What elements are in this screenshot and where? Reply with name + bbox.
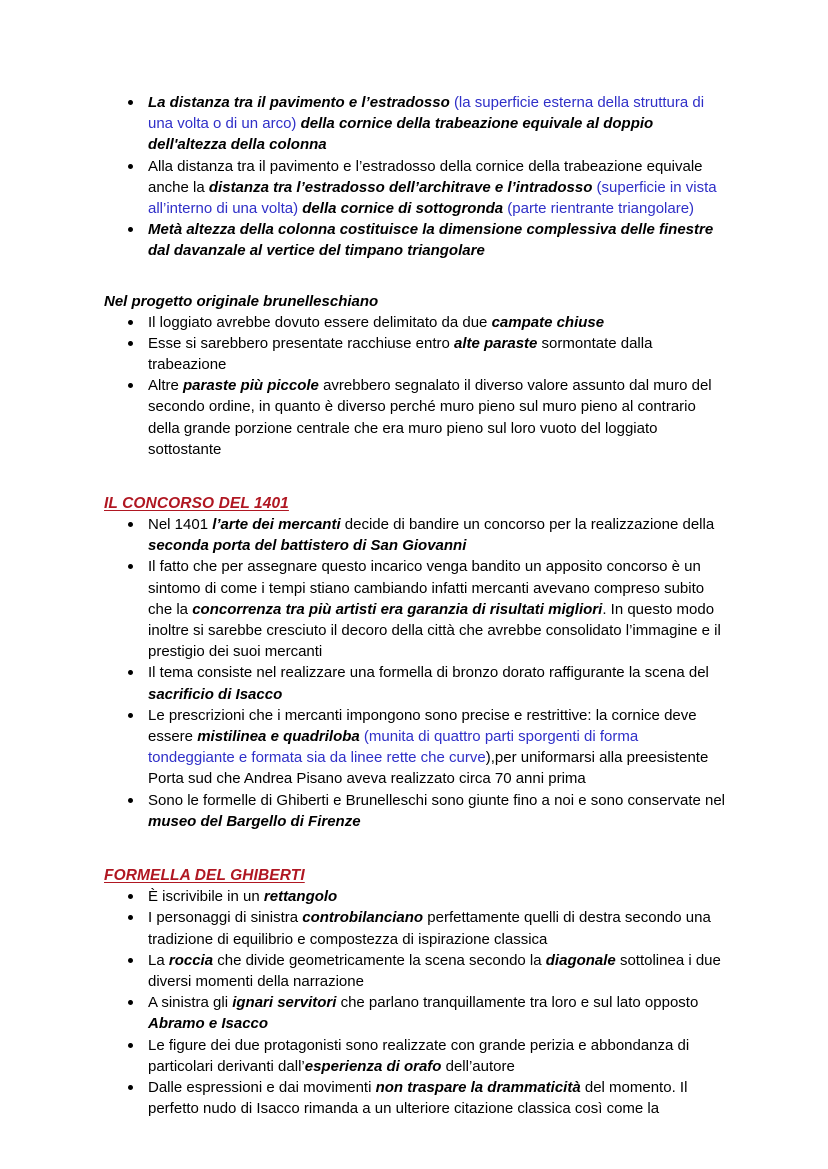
- bullet-dot-icon: [128, 958, 133, 963]
- paragraph-text: [148, 888, 337, 905]
- list-item: [104, 312, 726, 333]
- text-run-r: La: [148, 951, 169, 969]
- list-item: [104, 950, 726, 992]
- section-heading-progetto-originale: Nel progetto originale brunelleschiano: [104, 292, 379, 310]
- paragraph-text: [148, 158, 717, 217]
- text-run-bi: Metà altezza della colonna costituisce la dimensione complessiva delle finestre dal davanzale al vertice del timpano triangolare: [148, 221, 714, 260]
- bullet-dot-icon: [128, 894, 133, 899]
- text-run-r: sormontate dalla trabeazione: [148, 334, 653, 374]
- text-run-bi: ignari servitori: [232, 994, 341, 1012]
- paragraph-text: [148, 94, 704, 153]
- paragraph-text: [148, 314, 604, 331]
- list-item: [104, 790, 726, 832]
- bullet-list-concorso-1401: [104, 514, 726, 832]
- text-run-r: Il tema consiste nel realizzare una formella di bronzo dorato raffigurante la scena del: [148, 664, 709, 682]
- bullet-dot-icon: [128, 798, 133, 803]
- bullet-dot-icon: [128, 383, 133, 388]
- spacer: [104, 460, 726, 494]
- text-run-blue: (la superficie esterna della struttura di una volta o di un arco): [148, 94, 705, 133]
- text-run-r: È iscrivibile in un: [148, 888, 264, 906]
- paragraph-text: [148, 664, 709, 702]
- list-item: [104, 662, 726, 704]
- text-run-bi: museo del Bargello di Firenze: [148, 812, 361, 830]
- paragraph-text: [148, 994, 698, 1032]
- text-run-bi: concorrenza tra più artisti era garanzia di risultati migliori: [192, 600, 603, 618]
- text-run-r: Le prescrizioni che i mercanti impongono sono precise e restrittive: la cornice deve essere: [148, 706, 697, 746]
- paragraph-text: [148, 1037, 689, 1075]
- list-item: [104, 333, 726, 375]
- text-run-bi: rettangolo: [263, 888, 338, 906]
- list-item: [104, 1035, 726, 1077]
- paragraph-text: [148, 707, 708, 788]
- text-run-r: Altre: [148, 377, 184, 395]
- list-item: [104, 375, 726, 460]
- bullet-dot-icon: [128, 341, 133, 346]
- bullet-list-progetto-originale: [104, 312, 726, 460]
- text-run-bi: La distanza tra il pavimento e l’estradosso: [148, 94, 454, 111]
- bullet-dot-icon: [128, 670, 133, 675]
- text-run-r: perfettamente quelli di destra secondo una tradizione di equilibrio e compostezza di ispirazione classica: [148, 909, 711, 948]
- text-run-bi: campate chiuse: [491, 313, 605, 331]
- list-item: [104, 156, 726, 220]
- text-run-bi: controbilanciano: [302, 909, 428, 927]
- text-run-blue: (munita di quattro parti sporgenti di forma tondeggiante e formata sia da linee rette che curve: [148, 728, 639, 767]
- spacer: [104, 832, 726, 866]
- paragraph-text: [148, 1079, 687, 1117]
- list-item: [104, 907, 726, 949]
- paragraph-text: [148, 558, 721, 660]
- text-run-bi: diagonale: [545, 951, 620, 969]
- text-run-r: ),per uniformarsi alla preesistente Porta sud che Andrea Pisano aveva realizzato circa 70 anni prima: [148, 749, 709, 788]
- list-item: [104, 1077, 726, 1119]
- text-run-bi: l’arte dei mercanti: [212, 516, 345, 534]
- spacer: [104, 262, 726, 292]
- text-run-bi: distanza tra l’estradosso dell’architrave e l’intradosso: [208, 178, 597, 196]
- section-heading-formella-ghiberti: FORMELLA DEL GHIBERTI: [104, 867, 305, 885]
- text-run-r: . In questo modo inoltre si sarebbe cresciuto il decoro della città che avrebbe consolidato l’immagine e il prestigio dei suoi mercanti: [148, 600, 721, 661]
- text-run-bi: della cornice di sottogronda: [302, 200, 508, 218]
- text-run-bi: roccia: [168, 951, 218, 969]
- text-run-r: del momento. Il perfetto nudo di Isacco rimanda a un ulteriore citazione classica così come la: [148, 1078, 688, 1118]
- list-item: [104, 705, 726, 790]
- text-run-r: Alla distanza tra il pavimento e l’estradosso della cornice della trabeazione equivale anche la: [148, 157, 703, 196]
- bullet-dot-icon: [128, 1043, 133, 1048]
- text-run-bi: alte paraste: [454, 334, 542, 352]
- bullet-dot-icon: [128, 100, 133, 105]
- text-run-r: Il loggiato avrebbe dovuto essere delimitato da due: [148, 313, 492, 331]
- bullet-dot-icon: [128, 227, 133, 232]
- bullet-dot-icon: [128, 164, 133, 169]
- bullet-list-proporzioni: [104, 92, 726, 262]
- paragraph-text: [148, 221, 713, 259]
- document-body: [104, 92, 726, 1119]
- list-item: [104, 556, 726, 662]
- bullet-list-formella-ghiberti: [104, 886, 726, 1119]
- text-run-blue: (superficie in vista all’interno di una volta): [148, 178, 717, 218]
- paragraph-text: [148, 377, 712, 458]
- bullet-dot-icon: [128, 1085, 133, 1090]
- text-run-r: dell’autore: [445, 1057, 515, 1075]
- text-run-r: A sinistra gli: [148, 994, 233, 1012]
- paragraph-text: [148, 516, 714, 554]
- bullet-dot-icon: [128, 713, 133, 718]
- list-item: [104, 514, 726, 556]
- text-run-r: Sono le formelle di Ghiberti e Brunelleschi sono giunte fino a noi e sono conservate nel: [148, 791, 726, 809]
- text-run-r: Esse si sarebbero presentate racchiuse entro: [148, 334, 454, 352]
- text-run-r: sottolinea i due diversi momenti della narrazione: [148, 951, 721, 990]
- text-run-blue: (parte rientrante triangolare): [507, 200, 695, 218]
- text-run-r: decide di bandire un concorso per la realizzazione della: [344, 516, 715, 534]
- text-run-r: Le figure dei due protagonisti sono realizzate con grande perizia e abbondanza di particolari derivanti dall’: [148, 1036, 690, 1075]
- text-run-bi: mistilinea e quadriloba: [197, 728, 364, 746]
- section-heading-concorso-1401: IL CONCORSO DEL 1401: [104, 495, 289, 513]
- text-run-bi: della cornice della trabeazione equivale al doppio dell'altezza della colonna: [148, 115, 654, 154]
- text-run-r: I personaggi di sinistra: [148, 909, 303, 927]
- list-item: [104, 92, 726, 156]
- bullet-dot-icon: [128, 915, 133, 920]
- text-run-r: Dalle espressioni e dai movimenti: [148, 1078, 376, 1096]
- text-run-r: che parlano tranquillamente tra loro e sul lato opposto: [340, 994, 699, 1012]
- text-run-bi: Abramo e Isacco: [148, 1015, 269, 1033]
- list-item: [104, 886, 726, 907]
- paragraph-text: [148, 909, 711, 947]
- text-run-bi: seconda porta del battistero di San Giovanni: [148, 537, 467, 555]
- bullet-dot-icon: [128, 564, 133, 569]
- paragraph-text: [148, 952, 721, 990]
- paragraph-text: [148, 335, 652, 373]
- text-run-bi: sacrificio di Isacco: [148, 685, 283, 703]
- text-run-r: avrebbero segnalato il diverso valore assunto dal muro del secondo ordine, in quanto è diverso perché muro pieno sul muro pieno al contrario della grande porzione centrale che era muro pieno sul loro vuoto del loggiato sottostante: [148, 377, 712, 458]
- text-run-bi: paraste più piccole: [183, 377, 324, 395]
- bullet-dot-icon: [128, 522, 133, 527]
- text-run-bi: non traspare la drammaticità: [375, 1078, 585, 1096]
- list-item: [104, 219, 726, 261]
- bullet-dot-icon: [128, 1000, 133, 1005]
- text-run-bi: esperienza di orafo: [304, 1057, 446, 1075]
- bullet-dot-icon: [128, 320, 133, 325]
- paragraph-text: [148, 792, 725, 830]
- text-run-r: che divide geometricamente la scena secondo la: [217, 951, 546, 969]
- text-run-r: Nel 1401: [148, 516, 213, 534]
- list-item: [104, 992, 726, 1034]
- text-run-r: Il fatto che per assegnare questo incarico venga bandito un apposito concorso è un sintomo di come i tempi stiano cambiando infatti mercanti avevano compreso subito che la: [148, 558, 705, 618]
